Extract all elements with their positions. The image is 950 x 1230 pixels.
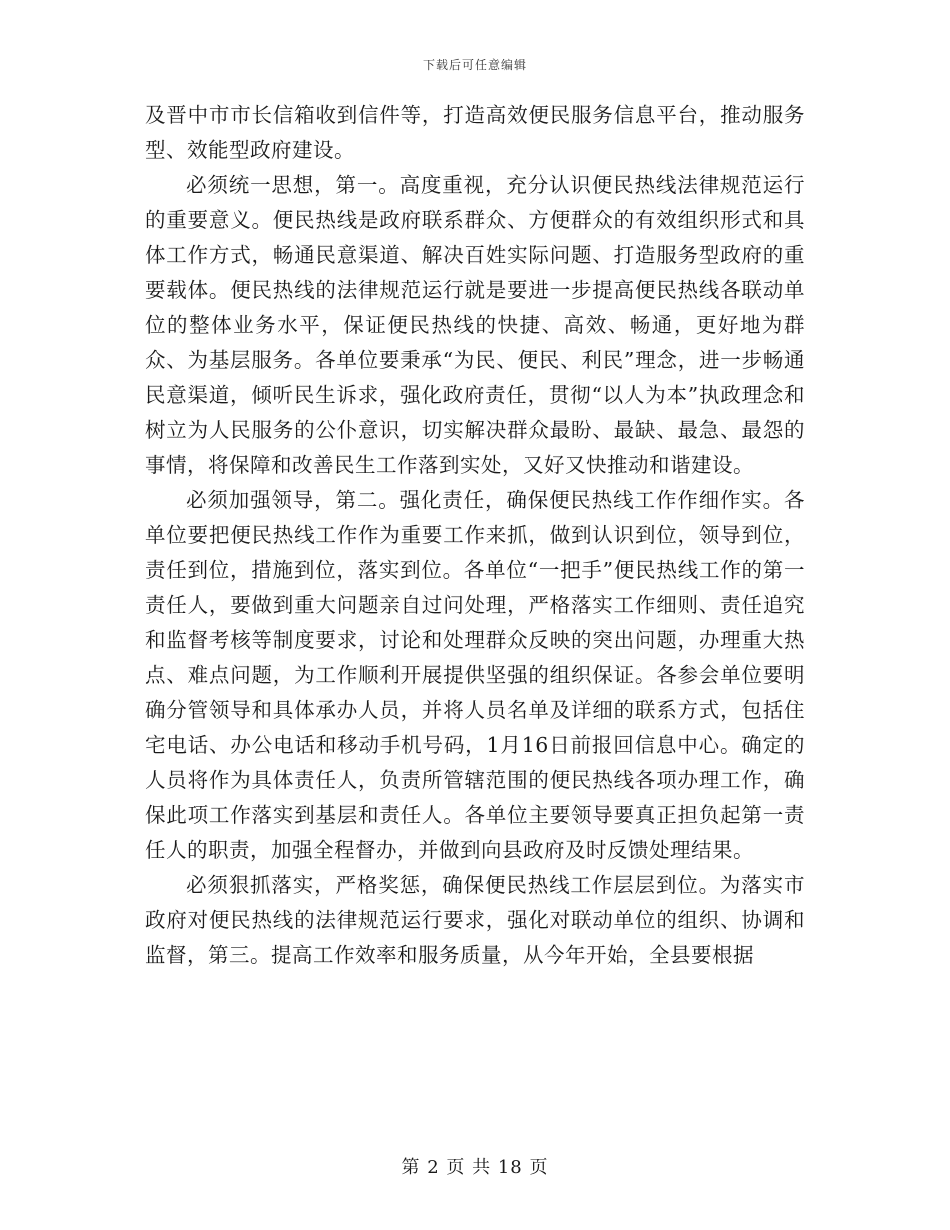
header-note: 下载后可任意编辑 bbox=[422, 58, 527, 72]
paragraph-second-point: 必须加强领导，第二。强化责任，确保便民热线工作作细作实。各单位要把便民热线工作作为重要工作来抓，做到认识到位，领导到位，责任到位，措施到位，落实到位。各单位“一把手”便民热线工作的第一责任人，要做到重大问题亲自过问处理，严格落实工作细则、责任追究和监督考核等制度要求，讨论和处理群众反映的突出问题，办理重大热点、难点问题，为工作顺利开展提供坚强的组织保证。各参会单位要明确分管领导和具体承办人员，并将人员名单及详细的联系方式，包括住宅电话、办公电话和移动手机号码，1月16日前报回信息中心。确定的人员将作为具体责任人，负责所管辖范围的便民热线各项办理工作，确保此项工作落实到基层和责任人。各单位主要领导要真正担负起第一责任人的职责，加强全程督办，并做到向县政府及时反馈处理结果。 bbox=[145, 488, 805, 862]
document-body bbox=[145, 98, 805, 973]
paragraph-first-point: 必须统一思想，第一。高度重视，充分认识便民热线法律规范运行的重要意义。便民热线是政府联系群众、方便群众的有效组织形式和具体工作方式，畅通民意渠道、解决百姓实际问题、打造服务型政府的重要载体。便民热线的法律规范运行就是要进一步提高便民热线各联动单位的整体业务水平，保证便民热线的快捷、高效、畅通，更好地为群众、为基层服务。各单位要秉承“为民、便民、利民”理念，进一步畅通民意渠道，倾听民生诉求，强化政府责任，贯彻“以人为本”执政理念和树立为人民服务的公仆意识，切实解决群众最盼、最缺、最急、最怨的事情，将保障和改善民生工作落到实处，又好又快推动和谐建设。 bbox=[145, 173, 805, 477]
paragraph-third-point: 必须狠抓落实，严格奖惩，确保便民热线工作层层到位。为落实市政府对便民热线的法律规范运行要求，强化对联动单位的组织、协调和监督，第三。提高工作效率和服务质量，从今年开始，全县要根据 bbox=[145, 873, 805, 967]
page-footer bbox=[0, 1153, 950, 1179]
page-number: 第 2 页 共 18 页 bbox=[401, 1157, 549, 1178]
paragraph-continuation: 及晋中市市长信箱收到信件等，打造高效便民服务信息平台，推动服务型、效能型政府建设。 bbox=[145, 103, 805, 162]
